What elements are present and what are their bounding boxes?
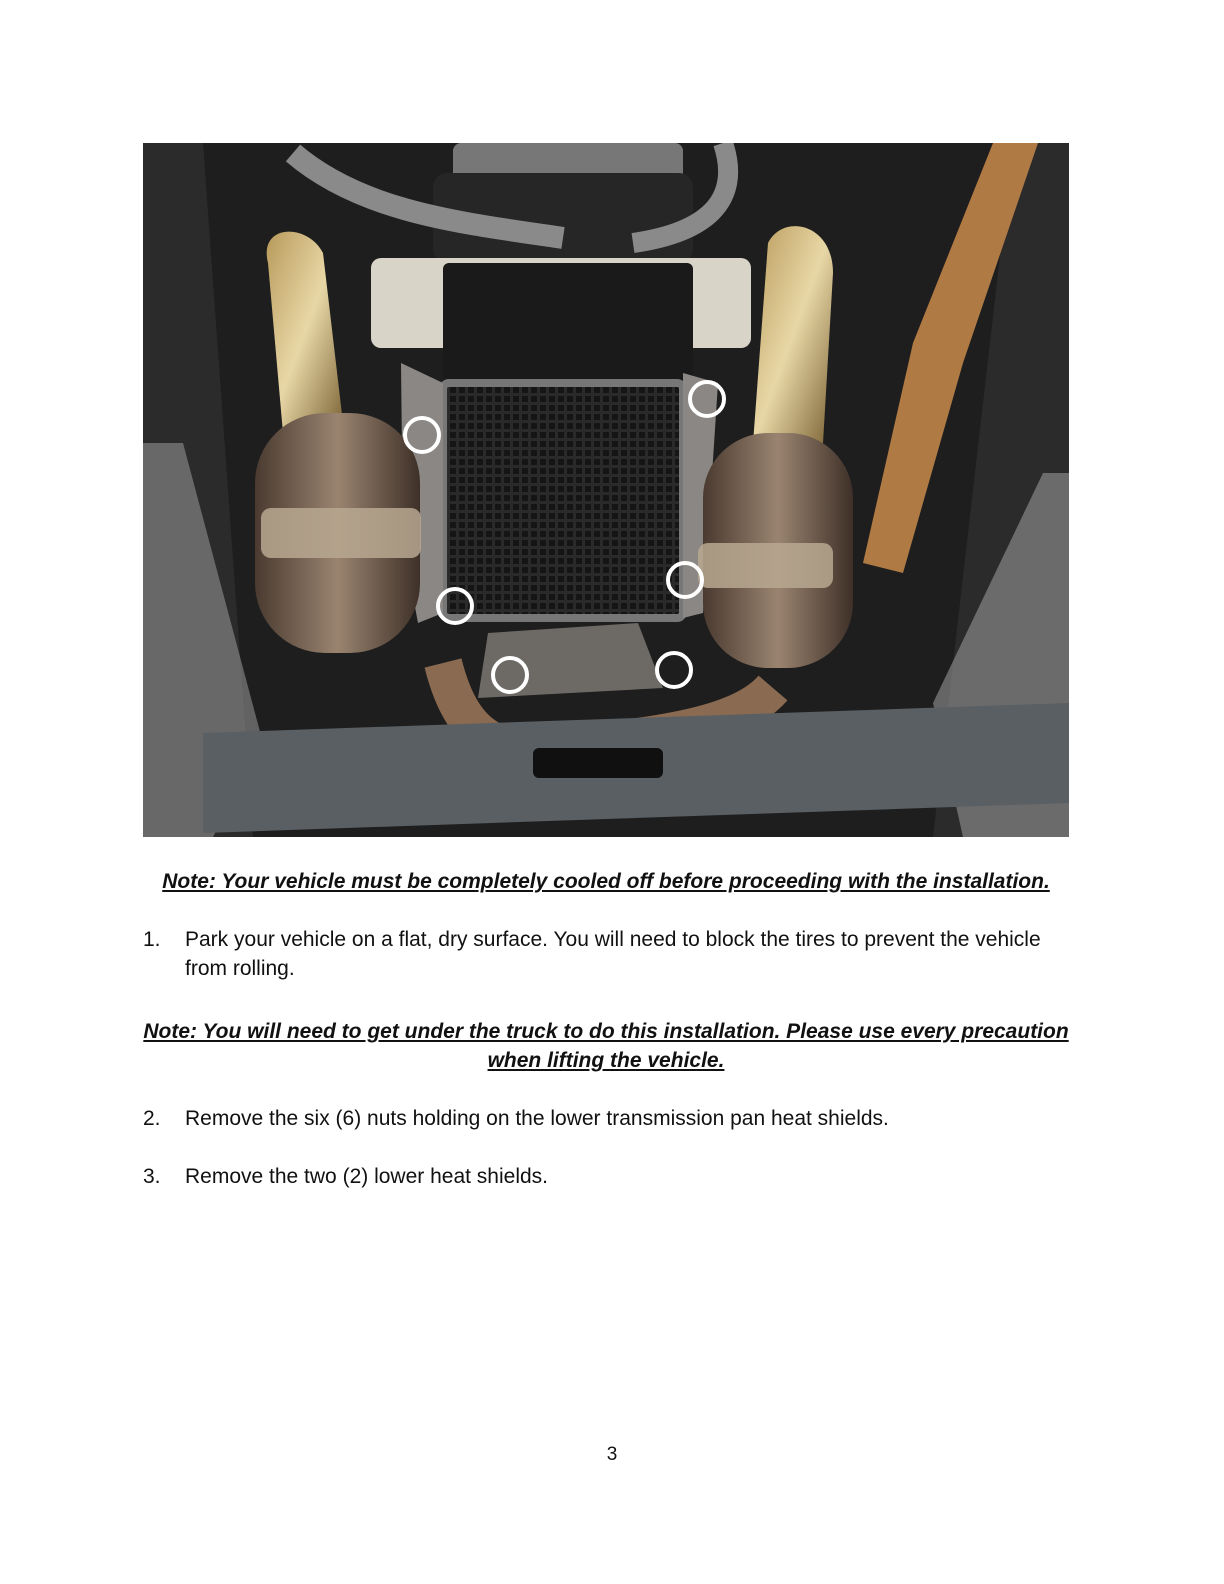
step-3 bbox=[143, 1162, 1069, 1191]
step-number: 3. bbox=[143, 1165, 161, 1188]
step-number: 1. bbox=[143, 928, 161, 951]
vehicle-underside-photo bbox=[143, 143, 1069, 837]
step-number: 2. bbox=[143, 1107, 161, 1130]
step-2 bbox=[143, 1104, 1069, 1133]
step-text: Remove the two (2) lower heat shields. bbox=[185, 1165, 548, 1188]
cooling-note: Note: Your vehicle must be completely cooled off before proceeding with the installation. bbox=[162, 870, 1050, 893]
step-text: Remove the six (6) nuts holding on the lower transmission pan heat shields. bbox=[185, 1107, 889, 1130]
step-text: Park your vehicle on a flat, dry surface. You will need to block the tires to prevent the vehicle from rolling. bbox=[185, 928, 1041, 980]
page-number: 3 bbox=[606, 1444, 618, 1465]
step-1 bbox=[143, 925, 1069, 983]
lifting-note: Note: You will need to get under the truck to do this installation. Please use every precaution when lifting the vehicle. bbox=[143, 1020, 1069, 1072]
